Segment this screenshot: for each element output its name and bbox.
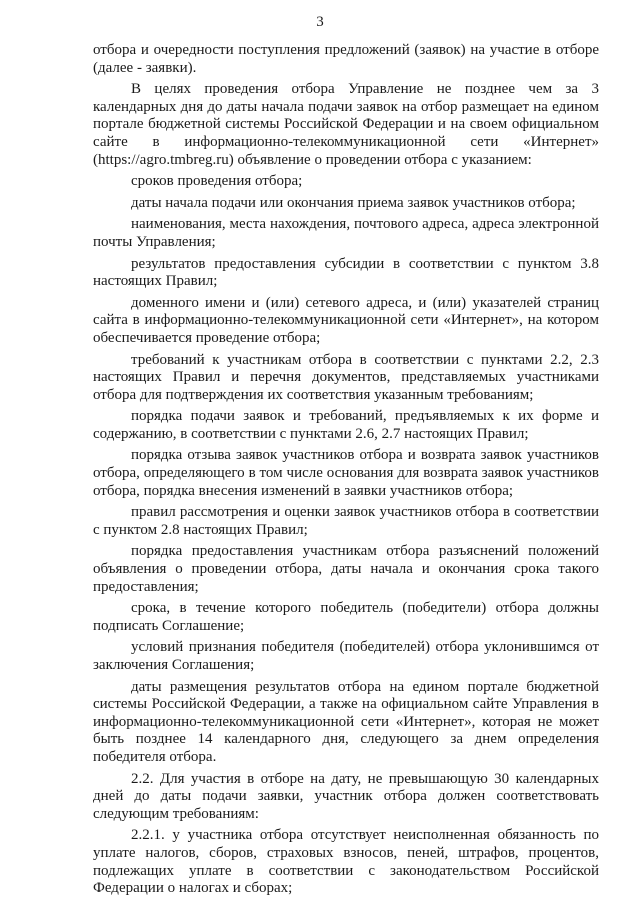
clause-2-2-1: 2.2.1. у участника отбора отсутствует неисполненная обязанность по уплате налогов, сборов, страховых взносов, пеней, штрафов, процентов, подлежащих уплате в соответствии с законодательством Российской Федерации о налогах и сборах; xyxy=(93,827,599,897)
list-item-clarifications: порядка предоставления участникам отбора разъяснений положений объявления о проведении отбора, даты начала и окончания срока такого предоставления; xyxy=(93,543,599,595)
list-item-rules: правил рассмотрения и оценки заявок участников отбора в соответствии с пунктом 2.8 настоящих Правил; xyxy=(93,504,599,538)
clause-2-2: 2.2. Для участия в отборе на дату, не превышающую 30 календарных дней до даты подачи заявки, участник отбора должен соответствовать следующим требованиям: xyxy=(93,770,599,822)
list-item-requirements: требований к участникам отбора в соответствии с пунктами 2.2, 2.3 настоящих Правил и перечня документов, представляемых участниками отбора для подтверждения их соответствия указанным требованиям; xyxy=(93,351,599,403)
paragraph-2: В целях проведения отбора Управление не позднее чем за 3 календарных дня до даты начала подачи заявок на отбор размещает на едином портале бюджетной системы Российской Федерации и на своем официальном сайте в информационно-телекоммуникационной сети «Интернет» (https://agro.tmbreg.ru) объявление о проведении отбора с указанием: xyxy=(93,81,599,168)
list-item-domain: доменного имени и (или) сетевого адреса, и (или) указателей страниц сайта в информационно-телекоммуникационной сети «Интернет», на котором обеспечивается проведение отбора; xyxy=(93,294,599,346)
list-item-terms: сроков проведения отбора; xyxy=(131,173,303,190)
list-item-dates: даты начала подачи или окончания приема заявок участников отбора; xyxy=(131,194,576,211)
list-item-signing-term: срока, в течение которого победитель (победители) отбора должны подписать Соглашение; xyxy=(93,600,599,634)
list-item-names: наименования, места нахождения, почтового адреса, адреса электронной почты Управления; xyxy=(93,216,599,250)
page-number: 3 xyxy=(316,14,324,30)
list-item-withdrawal: порядка отзыва заявок участников отбора и возврата заявок участников отбора, определяющего в том числе основания для возврата заявок участников отбора, порядка внесения изменений в заявки участников отбора; xyxy=(93,447,599,499)
paragraph-1: отбора и очередности поступления предложений (заявок) на участие в отборе (далее - заявки). xyxy=(93,42,599,76)
list-item-results: результатов предоставления субсидии в соответствии с пунктом 3.8 настоящих Правил; xyxy=(93,255,599,290)
list-item-evasion: условий признания победителя (победителей) отбора уклонившимся от заключения Соглашения; xyxy=(93,639,599,673)
list-item-submission: порядка подачи заявок и требований, предъявляемых к их форме и содержанию, в соответствии с пунктами 2.6, 2.7 настоящих Правил; xyxy=(93,408,599,442)
document-body xyxy=(93,42,599,898)
list-item-publication-date: даты размещения результатов отбора на едином портале бюджетной системы Российской Федерации, а также на официальном сайте Управления в информационно-телекоммуникационной сети «Интернет», которая не может быть позднее 14 календарного дня, следующего за днем определения победителя отбора. xyxy=(93,678,599,765)
